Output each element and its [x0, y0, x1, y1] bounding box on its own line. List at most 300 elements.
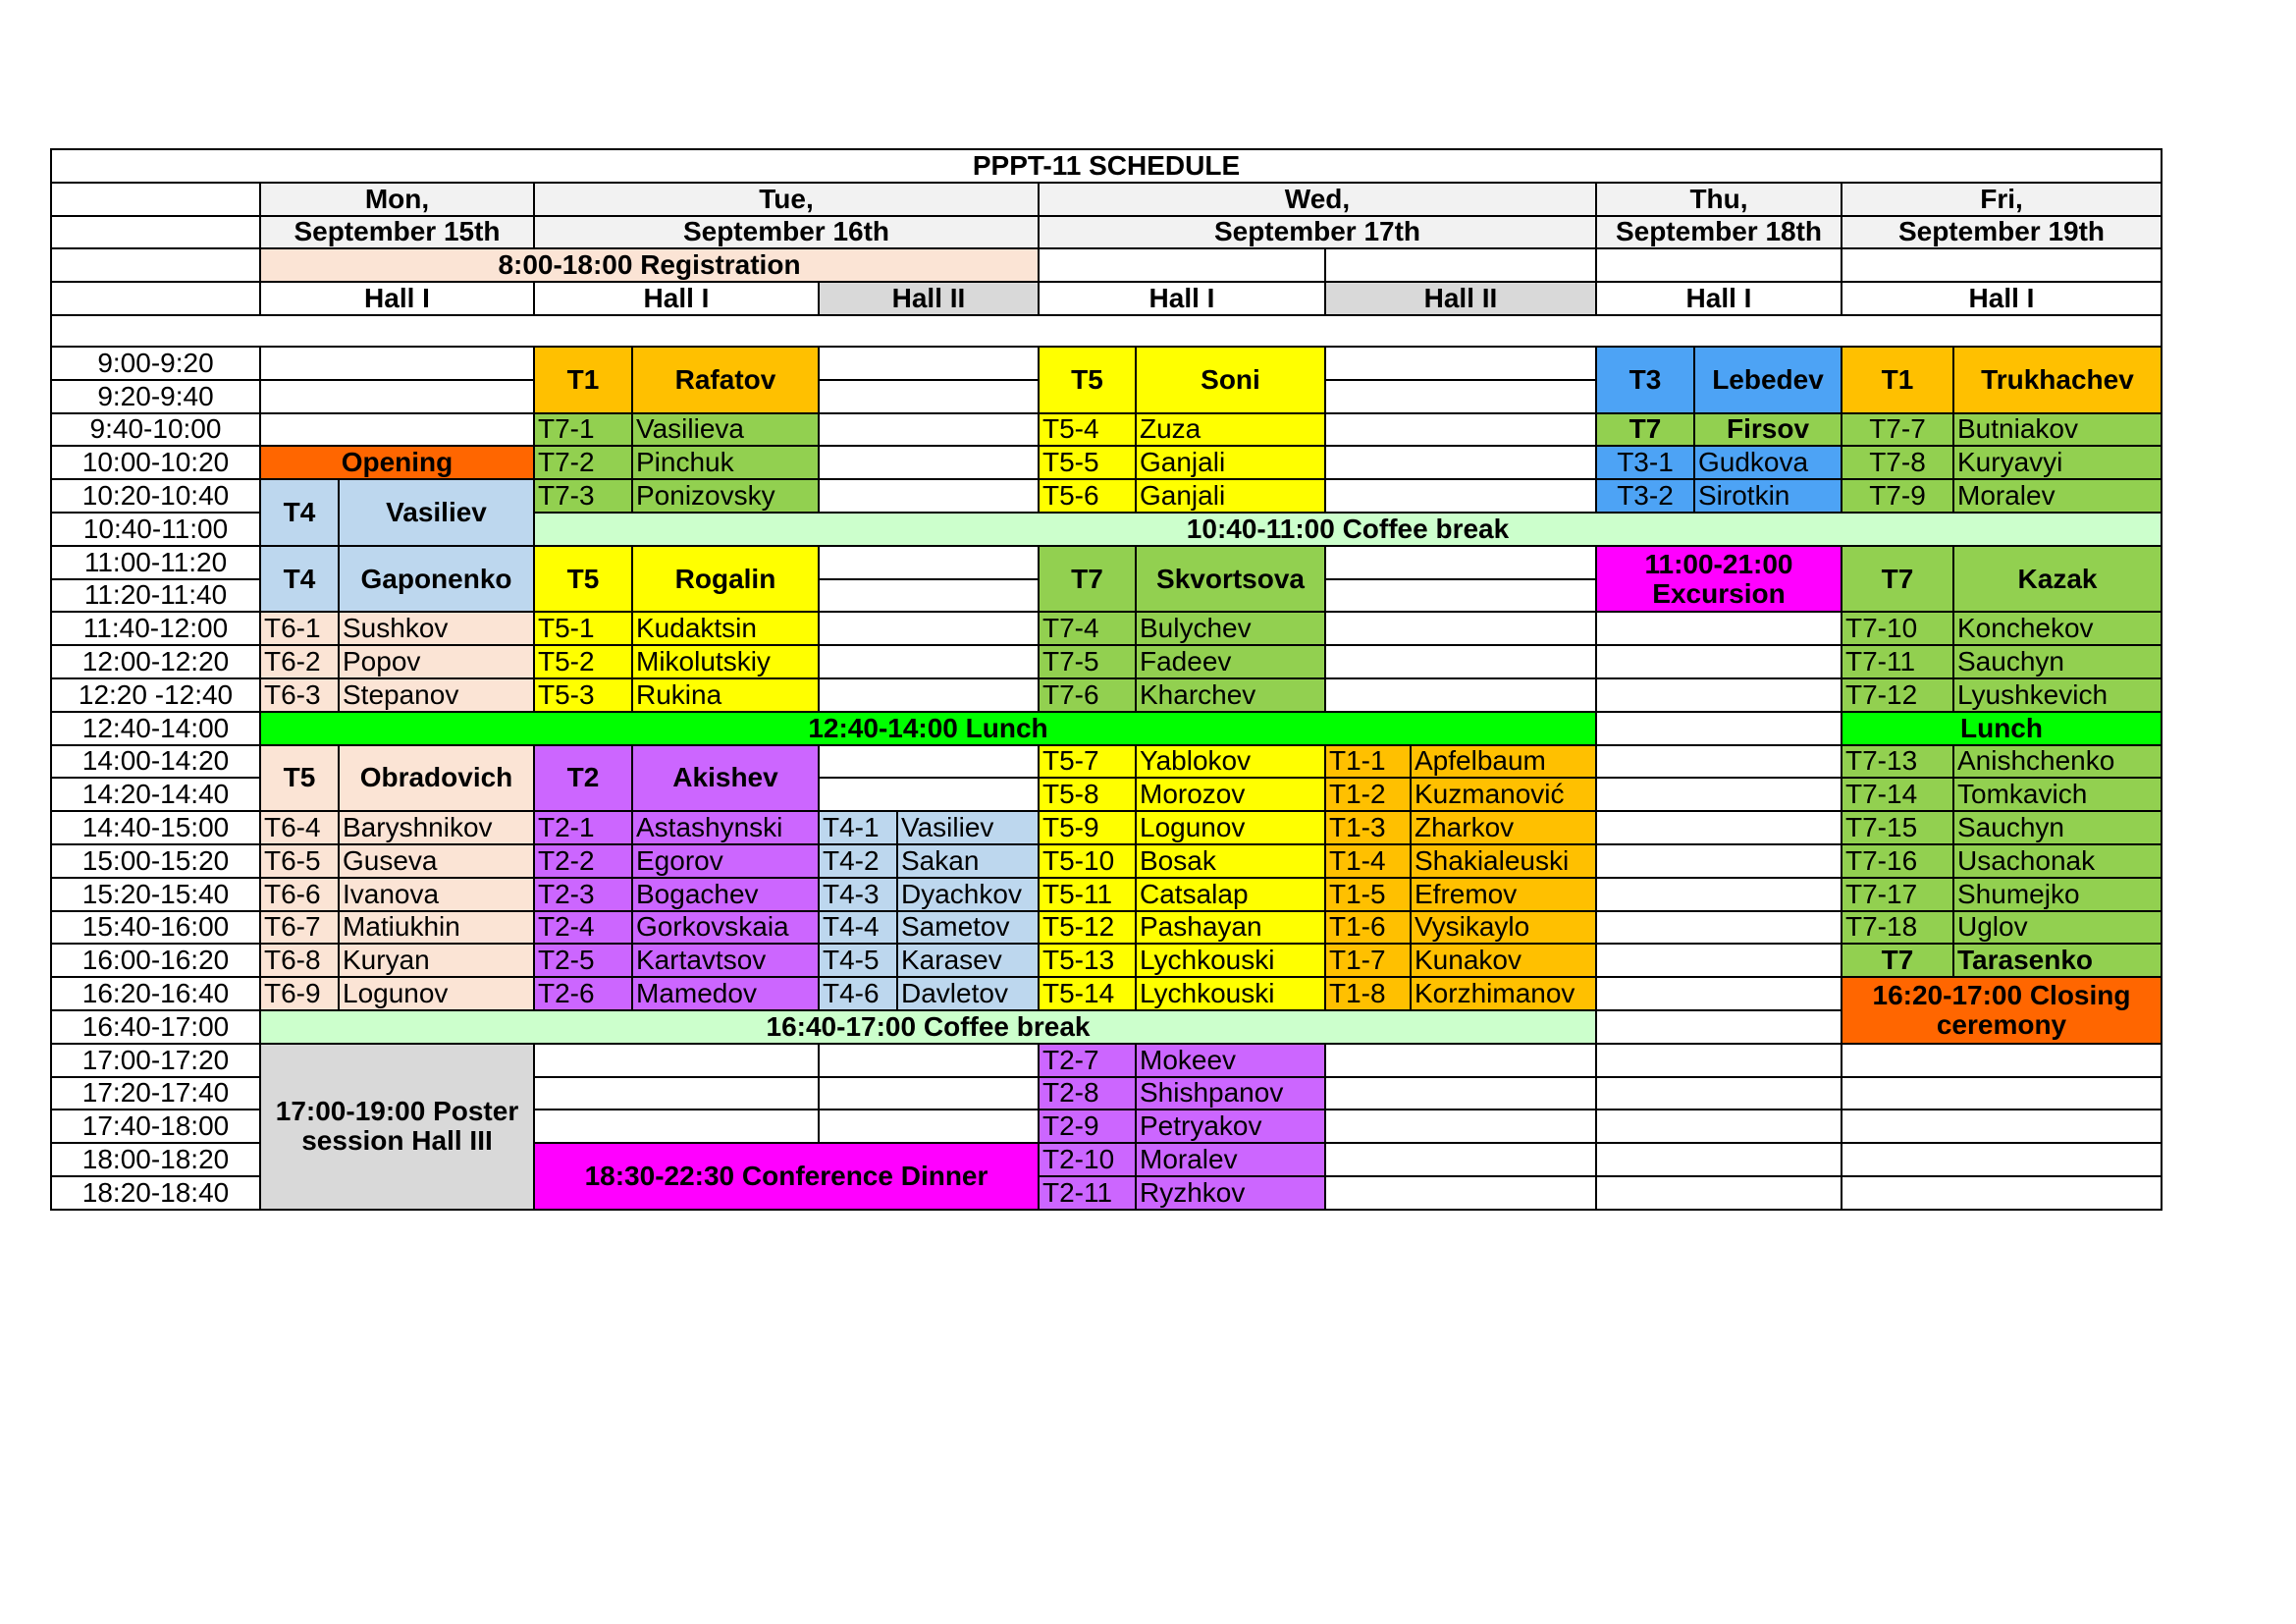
- talk-speaker: Shishpanov: [1136, 1077, 1325, 1110]
- talk-speaker: Vasilieva: [632, 413, 819, 447]
- talk-speaker: Sametov: [897, 911, 1039, 945]
- empty-cell: [1596, 778, 1842, 811]
- empty-cell: [1325, 479, 1596, 513]
- time-slot: 11:20-11:40: [51, 579, 260, 613]
- talk-code: T7-3: [534, 479, 632, 513]
- day-mon-date: September 15th: [260, 216, 534, 249]
- empty-cell: [819, 1110, 1039, 1143]
- coffee-break-banner: 10:40-11:00 Coffee break: [534, 513, 2162, 546]
- talk-speaker: Shumejko: [1953, 878, 2162, 911]
- empty-cell: [260, 413, 534, 447]
- time-slot: 10:00-10:20: [51, 446, 260, 479]
- talk-code: T6-2: [260, 645, 339, 678]
- talk-code: T6-1: [260, 612, 339, 645]
- talk-speaker: Kuzmanović: [1411, 778, 1596, 811]
- talk-speaker: Korzhimanov: [1411, 977, 1596, 1010]
- talk-speaker: Uglov: [1953, 911, 2162, 945]
- time-slot: 12:40-14:00: [51, 712, 260, 745]
- empty-cell: [1596, 977, 1842, 1010]
- day-fri-date: September 19th: [1842, 216, 2162, 249]
- talk-code: T7-16: [1842, 844, 1953, 878]
- time-slot: 16:20-16:40: [51, 977, 260, 1010]
- talk-code: T5-3: [534, 678, 632, 712]
- empty-cell: [1596, 712, 1842, 745]
- time-row: [51, 844, 2162, 878]
- day-wed-name: Wed,: [1039, 183, 1596, 216]
- session-code: T7: [1842, 944, 1953, 977]
- talk-speaker: Efremov: [1411, 878, 1596, 911]
- time-slot: 14:20-14:40: [51, 778, 260, 811]
- session-code: T3: [1596, 347, 1694, 413]
- empty-cell: [819, 678, 1039, 712]
- day-mon-name: Mon,: [260, 183, 534, 216]
- hall-wed-1: Hall I: [1039, 282, 1325, 315]
- empty-cell: [1596, 612, 1842, 645]
- talk-speaker: Sakan: [897, 844, 1039, 878]
- empty-cell: [534, 1110, 819, 1143]
- session-chair: Soni: [1136, 347, 1325, 413]
- empty-cell: [1325, 678, 1596, 712]
- talk-code: T4-5: [819, 944, 897, 977]
- talk-code: T7-4: [1039, 612, 1136, 645]
- talk-speaker: Kartavtsov: [632, 944, 819, 977]
- time-slot: 12:00-12:20: [51, 645, 260, 678]
- time-row: [51, 612, 2162, 645]
- talk-speaker: Butniakov: [1953, 413, 2162, 447]
- talk-speaker: Davletov: [897, 977, 1039, 1010]
- empty-cell: [1596, 1077, 1842, 1110]
- talk-speaker: Gudkova: [1694, 446, 1842, 479]
- talk-code: T5-4: [1039, 413, 1136, 447]
- empty-cell: [1596, 645, 1842, 678]
- talk-code: T1-1: [1325, 745, 1411, 779]
- talk-speaker: Kunakov: [1411, 944, 1596, 977]
- talk-code: T1-2: [1325, 778, 1411, 811]
- lunch-fri-banner: Lunch: [1842, 712, 2162, 745]
- empty-cell: [1325, 612, 1596, 645]
- empty-cell: [1325, 413, 1596, 447]
- talk-code: T7-15: [1842, 811, 1953, 844]
- time-row: [51, 446, 2162, 479]
- talk-speaker: Lychkouski: [1136, 977, 1325, 1010]
- empty-cell: [1325, 645, 1596, 678]
- talk-code: T5-5: [1039, 446, 1136, 479]
- time-slot: 9:00-9:20: [51, 347, 260, 380]
- talk-speaker: Popov: [339, 645, 534, 678]
- empty-cell: [1842, 1176, 2162, 1210]
- talk-code: T6-3: [260, 678, 339, 712]
- empty-cell: [1842, 1044, 2162, 1077]
- session-chair: Akishev: [632, 745, 819, 812]
- schedule-title: PPPT-11 SCHEDULE: [51, 149, 2162, 183]
- session-code: T5: [260, 745, 339, 812]
- empty-cell: [1325, 546, 1596, 579]
- session-chair: Tarasenko: [1953, 944, 2162, 977]
- talk-code: T6-4: [260, 811, 339, 844]
- empty-cell: [1325, 380, 1596, 413]
- talk-speaker: Sushkov: [339, 612, 534, 645]
- talk-code: T6-8: [260, 944, 339, 977]
- talk-code: T6-5: [260, 844, 339, 878]
- talk-speaker: Mokeev: [1136, 1044, 1325, 1077]
- talk-code: T2-4: [534, 911, 632, 945]
- talk-code: T5-10: [1039, 844, 1136, 878]
- talk-speaker: Astashynski: [632, 811, 819, 844]
- talk-code: T5-8: [1039, 778, 1136, 811]
- empty-cell: [819, 1077, 1039, 1110]
- empty-cell: [1596, 1143, 1842, 1176]
- day-tue-date: September 16th: [534, 216, 1039, 249]
- time-row: [51, 645, 2162, 678]
- empty-cell: [1039, 248, 1325, 282]
- time-row: [51, 479, 2162, 513]
- session-chair: Firsov: [1694, 413, 1842, 447]
- talk-code: T5-1: [534, 612, 632, 645]
- talk-speaker: Kudaktsin: [632, 612, 819, 645]
- empty-cell: [534, 1044, 819, 1077]
- time-slot: 18:20-18:40: [51, 1176, 260, 1210]
- talk-speaker: Rukina: [632, 678, 819, 712]
- session-chair: Lebedev: [1694, 347, 1842, 413]
- hall-fri-1: Hall I: [1842, 282, 2162, 315]
- session-chair: Trukhachev: [1953, 347, 2162, 413]
- opening-event: Opening: [260, 446, 534, 479]
- hall-thu-1: Hall I: [1596, 282, 1842, 315]
- time-slot: 11:00-11:20: [51, 546, 260, 579]
- talk-speaker: Kuryavyi: [1953, 446, 2162, 479]
- talk-code: T5-14: [1039, 977, 1136, 1010]
- empty-cell: [1325, 347, 1596, 380]
- empty-cell: [1596, 678, 1842, 712]
- talk-speaker: Ganjali: [1136, 479, 1325, 513]
- talk-speaker: Logunov: [339, 977, 534, 1010]
- talk-speaker: Morozov: [1136, 778, 1325, 811]
- talk-code: T7-6: [1039, 678, 1136, 712]
- schedule-table: [50, 148, 2163, 1211]
- time-slot: 18:00-18:20: [51, 1143, 260, 1176]
- talk-code: T2-8: [1039, 1077, 1136, 1110]
- talk-speaker: Pashayan: [1136, 911, 1325, 945]
- empty-cell: [1596, 944, 1842, 977]
- talk-code: T2-3: [534, 878, 632, 911]
- session-chair: Vasiliev: [339, 479, 534, 546]
- empty-cell: [819, 380, 1039, 413]
- empty-cell: [819, 546, 1039, 579]
- day-date-row: [51, 216, 2162, 249]
- talk-speaker: Kuryan: [339, 944, 534, 977]
- day-fri-name: Fri,: [1842, 183, 2162, 216]
- time-row: [51, 347, 2162, 380]
- talk-code: T7-13: [1842, 745, 1953, 779]
- coffee-break-banner: 16:40-17:00 Coffee break: [260, 1010, 1596, 1044]
- talk-code: T7-7: [1842, 413, 1953, 447]
- talk-code: T5-2: [534, 645, 632, 678]
- time-row: [51, 878, 2162, 911]
- hall-tue-2: Hall II: [819, 282, 1039, 315]
- session-code: T5: [1039, 347, 1136, 413]
- empty-cell: [1596, 1044, 1842, 1077]
- talk-speaker: Sauchyn: [1953, 811, 2162, 844]
- session-code: T7: [1842, 546, 1953, 613]
- session-code: T7: [1039, 546, 1136, 613]
- empty-cell: [1325, 446, 1596, 479]
- day-thu-name: Thu,: [1596, 183, 1842, 216]
- session-chair: Obradovich: [339, 745, 534, 812]
- talk-speaker: Petryakov: [1136, 1110, 1325, 1143]
- time-slot: 9:20-9:40: [51, 380, 260, 413]
- talk-code: T7-11: [1842, 645, 1953, 678]
- talk-code: T2-10: [1039, 1143, 1136, 1176]
- time-slot: 10:40-11:00: [51, 513, 260, 546]
- talk-speaker: Bogachev: [632, 878, 819, 911]
- time-slot: 17:40-18:00: [51, 1110, 260, 1143]
- session-code: T4: [260, 546, 339, 613]
- talk-code: T5-6: [1039, 479, 1136, 513]
- talk-code: T7-17: [1842, 878, 1953, 911]
- corner-cell: [51, 216, 260, 249]
- spacer-cell: [51, 315, 2162, 347]
- talk-code: T5-7: [1039, 745, 1136, 779]
- talk-code: T1-7: [1325, 944, 1411, 977]
- talk-code: T2-9: [1039, 1110, 1136, 1143]
- talk-speaker: Stepanov: [339, 678, 534, 712]
- time-slot: 9:40-10:00: [51, 413, 260, 447]
- empty-cell: [819, 479, 1039, 513]
- talk-speaker: Lychkouski: [1136, 944, 1325, 977]
- talk-speaker: Apfelbaum: [1411, 745, 1596, 779]
- talk-speaker: Shakialeuski: [1411, 844, 1596, 878]
- registration-banner: 8:00-18:00 Registration: [260, 248, 1039, 282]
- empty-cell: [819, 612, 1039, 645]
- day-tue-name: Tue,: [534, 183, 1039, 216]
- talk-speaker: Matiukhin: [339, 911, 534, 945]
- talk-code: T2-11: [1039, 1176, 1136, 1210]
- talk-speaker: Dyachkov: [897, 878, 1039, 911]
- empty-cell: [819, 579, 1039, 613]
- empty-cell: [819, 645, 1039, 678]
- empty-cell: [1596, 911, 1842, 945]
- empty-cell: [1596, 1110, 1842, 1143]
- time-slot: 14:40-15:00: [51, 811, 260, 844]
- session-code: T5: [534, 546, 632, 613]
- talk-code: T7-12: [1842, 678, 1953, 712]
- lunch-banner: 12:40-14:00 Lunch: [260, 712, 1596, 745]
- empty-cell: [260, 380, 534, 413]
- time-slot: 16:00-16:20: [51, 944, 260, 977]
- talk-code: T1-6: [1325, 911, 1411, 945]
- empty-cell: [1842, 248, 2162, 282]
- empty-cell: [1596, 878, 1842, 911]
- talk-speaker: Konchekov: [1953, 612, 2162, 645]
- talk-speaker: Egorov: [632, 844, 819, 878]
- talk-speaker: Mikolutskiy: [632, 645, 819, 678]
- talk-speaker: Karasev: [897, 944, 1039, 977]
- empty-cell: [534, 1077, 819, 1110]
- time-row: [51, 944, 2162, 977]
- hall-mon-1: Hall I: [260, 282, 534, 315]
- talk-speaker: Pinchuk: [632, 446, 819, 479]
- talk-code: T4-1: [819, 811, 897, 844]
- time-slot: 15:40-16:00: [51, 911, 260, 945]
- time-row: [51, 1044, 2162, 1077]
- time-row: [51, 745, 2162, 779]
- session-chair: Rogalin: [632, 546, 819, 613]
- empty-cell: [819, 347, 1039, 380]
- talk-speaker: Vasiliev: [897, 811, 1039, 844]
- talk-code: T2-2: [534, 844, 632, 878]
- day-thu-date: September 18th: [1596, 216, 1842, 249]
- session-code: T7: [1596, 413, 1694, 447]
- talk-speaker: Guseva: [339, 844, 534, 878]
- talk-code: T7-2: [534, 446, 632, 479]
- talk-speaker: Zuza: [1136, 413, 1325, 447]
- hall-tue-1: Hall I: [534, 282, 819, 315]
- session-code: T2: [534, 745, 632, 812]
- talk-speaker: Yablokov: [1136, 745, 1325, 779]
- title-row: [51, 149, 2162, 183]
- talk-code: T3-1: [1596, 446, 1694, 479]
- empty-cell: [819, 745, 1039, 779]
- empty-cell: [1842, 1110, 2162, 1143]
- talk-speaker: Kharchev: [1136, 678, 1325, 712]
- time-row: [51, 413, 2162, 447]
- talk-code: T1-8: [1325, 977, 1411, 1010]
- talk-speaker: Vysikaylo: [1411, 911, 1596, 945]
- talk-speaker: Lyushkevich: [1953, 678, 2162, 712]
- talk-code: T3-2: [1596, 479, 1694, 513]
- time-row: [51, 811, 2162, 844]
- talk-speaker: Zharkov: [1411, 811, 1596, 844]
- empty-cell: [819, 778, 1039, 811]
- talk-speaker: Moralev: [1953, 479, 2162, 513]
- session-code: T4: [260, 479, 339, 546]
- talk-code: T7-10: [1842, 612, 1953, 645]
- talk-speaker: Bosak: [1136, 844, 1325, 878]
- talk-code: T6-9: [260, 977, 339, 1010]
- time-slot: 16:40-17:00: [51, 1010, 260, 1044]
- time-slot: 17:00-17:20: [51, 1044, 260, 1077]
- talk-code: T6-6: [260, 878, 339, 911]
- talk-speaker: Usachonak: [1953, 844, 2162, 878]
- empty-cell: [1325, 1110, 1596, 1143]
- talk-speaker: Baryshnikov: [339, 811, 534, 844]
- talk-code: T5-9: [1039, 811, 1136, 844]
- time-row: [51, 977, 2162, 1010]
- empty-cell: [1596, 1176, 1842, 1210]
- time-slot: 12:20 -12:40: [51, 678, 260, 712]
- talk-speaker: Mamedov: [632, 977, 819, 1010]
- talk-code: T4-4: [819, 911, 897, 945]
- talk-code: T4-3: [819, 878, 897, 911]
- session-chair: Gaponenko: [339, 546, 534, 613]
- empty-cell: [819, 446, 1039, 479]
- corner-cell: [51, 282, 260, 315]
- excursion-event: 11:00-21:00 Excursion: [1596, 546, 1842, 613]
- talk-speaker: Gorkovskaia: [632, 911, 819, 945]
- talk-code: T7-1: [534, 413, 632, 447]
- time-slot: 15:00-15:20: [51, 844, 260, 878]
- talk-code: T2-5: [534, 944, 632, 977]
- talk-speaker: Anishchenko: [1953, 745, 2162, 779]
- empty-cell: [1596, 811, 1842, 844]
- session-code: T1: [1842, 347, 1953, 413]
- talk-speaker: Ponizovsky: [632, 479, 819, 513]
- talk-code: T1-5: [1325, 878, 1411, 911]
- day-name-row: [51, 183, 2162, 216]
- talk-speaker: Ivanova: [339, 878, 534, 911]
- empty-cell: [1325, 579, 1596, 613]
- session-chair: Rafatov: [632, 347, 819, 413]
- talk-code: T2-1: [534, 811, 632, 844]
- poster-session-event: 17:00-19:00 Poster session Hall III: [260, 1044, 534, 1210]
- talk-code: T1-3: [1325, 811, 1411, 844]
- session-chair: Skvortsova: [1136, 546, 1325, 613]
- time-slot: 11:40-12:00: [51, 612, 260, 645]
- talk-speaker: Moralev: [1136, 1143, 1325, 1176]
- talk-code: T7-14: [1842, 778, 1953, 811]
- empty-cell: [1325, 1044, 1596, 1077]
- empty-cell: [1325, 248, 1596, 282]
- registration-row: [51, 248, 2162, 282]
- empty-cell: [1842, 1143, 2162, 1176]
- time-slot: 10:20-10:40: [51, 479, 260, 513]
- talk-speaker: Sirotkin: [1694, 479, 1842, 513]
- talk-code: T5-12: [1039, 911, 1136, 945]
- talk-code: T7-18: [1842, 911, 1953, 945]
- time-row: [51, 546, 2162, 579]
- time-row: [51, 712, 2162, 745]
- talk-speaker: Ganjali: [1136, 446, 1325, 479]
- talk-code: T5-13: [1039, 944, 1136, 977]
- empty-cell: [260, 347, 534, 380]
- talk-speaker: Bulychev: [1136, 612, 1325, 645]
- empty-cell: [1325, 1176, 1596, 1210]
- session-code: T1: [534, 347, 632, 413]
- closing-ceremony-event: 16:20-17:00 Closing ceremony: [1842, 977, 2162, 1044]
- talk-speaker: Ryzhkov: [1136, 1176, 1325, 1210]
- spacer-row: [51, 315, 2162, 347]
- hall-wed-2: Hall II: [1325, 282, 1596, 315]
- talk-speaker: Sauchyn: [1953, 645, 2162, 678]
- talk-code: T4-6: [819, 977, 897, 1010]
- empty-cell: [1596, 248, 1842, 282]
- talk-speaker: Catsalap: [1136, 878, 1325, 911]
- talk-code: T5-11: [1039, 878, 1136, 911]
- corner-cell: [51, 183, 260, 216]
- talk-speaker: Logunov: [1136, 811, 1325, 844]
- session-chair: Kazak: [1953, 546, 2162, 613]
- empty-cell: [1325, 1143, 1596, 1176]
- talk-code: T7-9: [1842, 479, 1953, 513]
- day-wed-date: September 17th: [1039, 216, 1596, 249]
- empty-cell: [1842, 1077, 2162, 1110]
- time-row: [51, 678, 2162, 712]
- talk-code: T7-5: [1039, 645, 1136, 678]
- empty-cell: [819, 1044, 1039, 1077]
- empty-cell: [1596, 844, 1842, 878]
- empty-cell: [1596, 1010, 1842, 1044]
- empty-cell: [1596, 745, 1842, 779]
- talk-speaker: Tomkavich: [1953, 778, 2162, 811]
- time-slot: 14:00-14:20: [51, 745, 260, 779]
- hall-row: [51, 282, 2162, 315]
- time-slot: 17:20-17:40: [51, 1077, 260, 1110]
- talk-code: T1-4: [1325, 844, 1411, 878]
- empty-cell: [1325, 1077, 1596, 1110]
- corner-cell: [51, 248, 260, 282]
- conference-dinner-event: 18:30-22:30 Conference Dinner: [534, 1143, 1039, 1210]
- talk-code: T7-8: [1842, 446, 1953, 479]
